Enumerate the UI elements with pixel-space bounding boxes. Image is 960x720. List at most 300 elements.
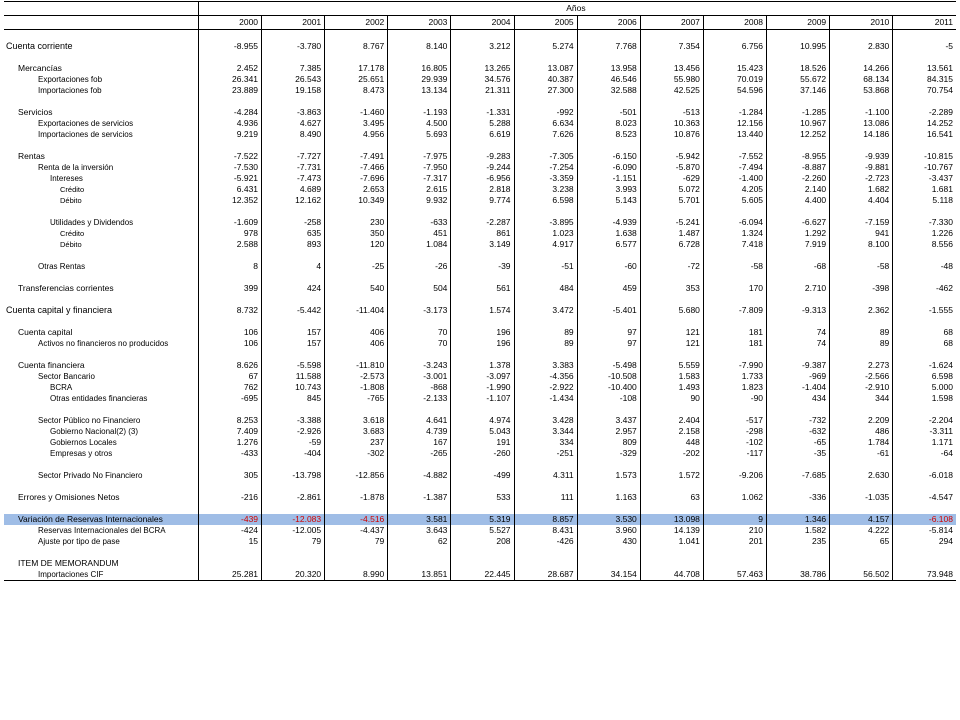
row-value — [262, 316, 325, 327]
row-value — [577, 30, 640, 42]
row-value — [703, 503, 766, 514]
row-value: -2.573 — [325, 371, 388, 382]
row-value — [451, 294, 514, 305]
row-value: 1.573 — [577, 470, 640, 481]
row-value: 2.818 — [451, 184, 514, 195]
row-value: -7.950 — [388, 162, 451, 173]
row-value — [703, 481, 766, 492]
row-value: 3.581 — [388, 514, 451, 525]
row-value: 1.023 — [514, 228, 577, 239]
row-value: -58 — [703, 261, 766, 272]
row-value: -6.150 — [577, 151, 640, 162]
row-value — [703, 272, 766, 283]
row-value: 448 — [640, 437, 703, 448]
row-value: -108 — [577, 393, 640, 404]
row-value — [893, 558, 956, 569]
year-header: 2004 — [451, 16, 514, 30]
table-row — [4, 283, 956, 294]
row-value: -4.882 — [388, 470, 451, 481]
row-value: 5.274 — [514, 41, 577, 52]
row-label: Otras entidades financieras — [50, 394, 148, 403]
row-value: 32.588 — [577, 85, 640, 96]
row-value: -5.442 — [262, 305, 325, 316]
row-label: Empresas y otros — [50, 449, 113, 458]
row-value: 8.490 — [262, 129, 325, 140]
row-value: -11.404 — [325, 305, 388, 316]
row-value — [514, 481, 577, 492]
row-value: 4.739 — [388, 426, 451, 437]
row-value — [388, 459, 451, 470]
row-value: 399 — [198, 283, 261, 294]
row-value — [767, 503, 830, 514]
row-value: -732 — [767, 415, 830, 426]
row-value: 15 — [198, 536, 261, 547]
row-label: Ajuste por tipo de pase — [38, 537, 120, 546]
row-value: 67 — [198, 371, 261, 382]
row-value: 10.995 — [767, 41, 830, 52]
row-value: 5.701 — [640, 195, 703, 206]
table-row — [4, 393, 956, 404]
row-value — [514, 547, 577, 558]
row-value — [640, 547, 703, 558]
row-value — [262, 404, 325, 415]
row-value: 13.087 — [514, 63, 577, 74]
row-value: 13.265 — [451, 63, 514, 74]
row-value: 978 — [198, 228, 261, 239]
row-value: 53.868 — [830, 85, 893, 96]
row-value: 5.693 — [388, 129, 451, 140]
row-value — [893, 294, 956, 305]
row-value: 34.576 — [451, 74, 514, 85]
row-value — [640, 96, 703, 107]
row-value — [577, 272, 640, 283]
row-value: -1.387 — [388, 492, 451, 503]
row-value — [703, 349, 766, 360]
row-value: 7.385 — [262, 63, 325, 74]
row-value: 230 — [325, 217, 388, 228]
row-value: -336 — [767, 492, 830, 503]
row-value: 2.710 — [767, 283, 830, 294]
row-value: -51 — [514, 261, 577, 272]
row-value: 5.319 — [451, 514, 514, 525]
row-value — [198, 481, 261, 492]
row-value: -3.001 — [388, 371, 451, 382]
row-value: -3.173 — [388, 305, 451, 316]
row-label — [4, 547, 198, 558]
row-value: -433 — [198, 448, 261, 459]
row-value: -3.359 — [514, 173, 577, 184]
row-value: 5.527 — [451, 525, 514, 536]
row-value: 1.346 — [767, 514, 830, 525]
row-value — [325, 96, 388, 107]
row-value: 201 — [703, 536, 766, 547]
row-label: Sector Público no Financiero — [38, 416, 141, 425]
row-value: 2.273 — [830, 360, 893, 371]
row-label: Sector Privado No Financiero — [38, 471, 143, 480]
row-value: 4.404 — [830, 195, 893, 206]
row-value: 305 — [198, 470, 261, 481]
row-value: -90 — [703, 393, 766, 404]
row-value — [830, 272, 893, 283]
row-label — [4, 404, 198, 415]
row-value: -9.387 — [767, 360, 830, 371]
row-value: -7.685 — [767, 470, 830, 481]
row-value: -7.727 — [262, 151, 325, 162]
row-value: 1.638 — [577, 228, 640, 239]
row-value: 4.500 — [388, 118, 451, 129]
spacer-row — [4, 96, 956, 107]
header-corner-label — [4, 16, 198, 30]
row-value — [767, 316, 830, 327]
row-value: 861 — [451, 228, 514, 239]
row-value: 1.062 — [703, 492, 766, 503]
row-label: Variación de Reservas Internacionales — [4, 514, 198, 525]
row-value: 13.561 — [893, 63, 956, 74]
row-value: 1.823 — [703, 382, 766, 393]
row-value — [451, 404, 514, 415]
table-row — [4, 118, 956, 129]
row-label: Débito — [60, 196, 82, 205]
table-row — [4, 261, 956, 272]
spacer-row — [4, 250, 956, 261]
row-value: -868 — [388, 382, 451, 393]
row-value: 70 — [388, 327, 451, 338]
row-value — [325, 404, 388, 415]
row-value: 12.156 — [703, 118, 766, 129]
row-value: 196 — [451, 338, 514, 349]
row-value — [830, 96, 893, 107]
row-value: -11.810 — [325, 360, 388, 371]
row-value: 4.689 — [262, 184, 325, 195]
row-label: Cuenta capital y financiera — [6, 305, 113, 315]
row-label — [4, 294, 198, 305]
row-value: -3.097 — [451, 371, 514, 382]
row-value — [451, 250, 514, 261]
table-row — [4, 536, 956, 547]
row-value — [577, 503, 640, 514]
row-value: 56.502 — [830, 569, 893, 581]
row-value: -4.356 — [514, 371, 577, 382]
row-value: -13.798 — [262, 470, 325, 481]
row-value: 181 — [703, 338, 766, 349]
row-label: Servicios — [18, 107, 53, 117]
row-value: -26 — [388, 261, 451, 272]
row-value: 34.154 — [577, 569, 640, 581]
row-value: -3.388 — [262, 415, 325, 426]
row-value: 196 — [451, 327, 514, 338]
row-value: 406 — [325, 327, 388, 338]
row-value — [262, 206, 325, 217]
row-value: -1.107 — [451, 393, 514, 404]
row-value: 3.683 — [325, 426, 388, 437]
row-value: -7.466 — [325, 162, 388, 173]
row-value — [640, 250, 703, 261]
row-value — [640, 140, 703, 151]
row-value — [262, 96, 325, 107]
row-label: Intereses — [50, 174, 83, 183]
spacer-row — [4, 404, 956, 415]
table-row — [4, 360, 956, 371]
row-value: -258 — [262, 217, 325, 228]
row-value: -7.522 — [198, 151, 261, 162]
row-value: 20.320 — [262, 569, 325, 581]
row-value — [577, 250, 640, 261]
row-value: -7.330 — [893, 217, 956, 228]
row-value — [325, 140, 388, 151]
row-label: Reservas Internacionales del BCRA — [38, 526, 166, 535]
row-value — [198, 272, 261, 283]
row-value: 68 — [893, 338, 956, 349]
year-header: 2005 — [514, 16, 577, 30]
row-value: 3.960 — [577, 525, 640, 536]
row-value: 8.556 — [893, 239, 956, 250]
row-value: -39 — [451, 261, 514, 272]
row-value: 893 — [262, 239, 325, 250]
row-value: -216 — [198, 492, 261, 503]
row-value — [325, 459, 388, 470]
row-value — [577, 206, 640, 217]
row-value — [514, 206, 577, 217]
row-value: -1.460 — [325, 107, 388, 118]
row-value — [388, 503, 451, 514]
row-value — [640, 30, 703, 42]
row-value: 1.276 — [198, 437, 261, 448]
row-value: -1.151 — [577, 173, 640, 184]
row-value: 19.158 — [262, 85, 325, 96]
row-value: 6.431 — [198, 184, 261, 195]
row-value: 3.993 — [577, 184, 640, 195]
row-value — [703, 96, 766, 107]
row-value: 79 — [325, 536, 388, 547]
row-value: 97 — [577, 327, 640, 338]
row-value — [893, 272, 956, 283]
row-value — [262, 294, 325, 305]
row-value: -5.598 — [262, 360, 325, 371]
row-value: 3.149 — [451, 239, 514, 250]
row-value: -48 — [893, 261, 956, 272]
row-value: 7.919 — [767, 239, 830, 250]
row-value — [388, 294, 451, 305]
row-value: -513 — [640, 107, 703, 118]
row-value: 6.577 — [577, 239, 640, 250]
row-value: -202 — [640, 448, 703, 459]
row-value: -35 — [767, 448, 830, 459]
row-value — [451, 206, 514, 217]
row-label: Errores y Omisiones Netos — [18, 492, 120, 502]
row-value — [514, 140, 577, 151]
row-value — [262, 547, 325, 558]
row-value: -1.400 — [703, 173, 766, 184]
row-value: 941 — [830, 228, 893, 239]
row-value: -7.317 — [388, 173, 451, 184]
year-header: 2011 — [893, 16, 956, 30]
table-row — [4, 514, 956, 525]
table-row — [4, 184, 956, 195]
row-value: 8.990 — [325, 569, 388, 581]
row-value — [388, 404, 451, 415]
year-header: 2010 — [830, 16, 893, 30]
row-value: -8.955 — [198, 41, 261, 52]
row-value: -4.939 — [577, 217, 640, 228]
row-value — [640, 459, 703, 470]
row-value: 157 — [262, 338, 325, 349]
row-value: -9.283 — [451, 151, 514, 162]
row-value: -7.696 — [325, 173, 388, 184]
row-value: -7.473 — [262, 173, 325, 184]
row-value: 1.493 — [640, 382, 703, 393]
row-value: 84.315 — [893, 74, 956, 85]
row-value: -1.609 — [198, 217, 261, 228]
row-label: Cuenta corriente — [6, 41, 73, 51]
row-value: 8.767 — [325, 41, 388, 52]
row-value: 73.948 — [893, 569, 956, 581]
row-value: 7.354 — [640, 41, 703, 52]
row-value — [703, 558, 766, 569]
row-value: 237 — [325, 437, 388, 448]
row-value: -302 — [325, 448, 388, 459]
row-value: 9.219 — [198, 129, 261, 140]
row-value — [893, 316, 956, 327]
row-label — [4, 459, 198, 470]
row-value: -462 — [893, 283, 956, 294]
row-value — [451, 30, 514, 42]
row-value: 89 — [514, 327, 577, 338]
row-value: -7.254 — [514, 162, 577, 173]
row-label: Crédito — [60, 185, 85, 194]
table-row — [4, 305, 956, 316]
row-value — [388, 481, 451, 492]
row-label: Débito — [60, 240, 82, 249]
row-label — [4, 206, 198, 217]
row-value — [830, 140, 893, 151]
row-value: 2.362 — [830, 305, 893, 316]
row-value: -10.815 — [893, 151, 956, 162]
row-value: 3.437 — [577, 415, 640, 426]
row-value: 353 — [640, 283, 703, 294]
table-row — [4, 415, 956, 426]
row-value: 2.140 — [767, 184, 830, 195]
row-value — [830, 316, 893, 327]
row-value: 4.956 — [325, 129, 388, 140]
row-label: Exportaciones de servicios — [38, 119, 134, 128]
row-value: 27.300 — [514, 85, 577, 96]
row-value — [640, 404, 703, 415]
row-value: -7.552 — [703, 151, 766, 162]
spacer-row — [4, 272, 956, 283]
row-value: 23.889 — [198, 85, 261, 96]
table-row — [4, 426, 956, 437]
row-value: 1.583 — [640, 371, 703, 382]
row-value — [767, 250, 830, 261]
row-value: 5.043 — [451, 426, 514, 437]
row-value: 2.209 — [830, 415, 893, 426]
row-value: 3.428 — [514, 415, 577, 426]
row-value: 504 — [388, 283, 451, 294]
row-label: Exportaciones fob — [38, 75, 103, 84]
row-value: 1.041 — [640, 536, 703, 547]
row-value: 6.598 — [514, 195, 577, 206]
row-value: -1.434 — [514, 393, 577, 404]
row-value — [451, 316, 514, 327]
row-value: 4.157 — [830, 514, 893, 525]
row-value: 4.311 — [514, 470, 577, 481]
row-value: 10.967 — [767, 118, 830, 129]
row-value: -5.401 — [577, 305, 640, 316]
row-value — [577, 459, 640, 470]
spacer-row — [4, 459, 956, 470]
row-label: Crédito — [60, 229, 85, 238]
spacer-row — [4, 294, 956, 305]
table-row — [4, 173, 956, 184]
row-value — [198, 206, 261, 217]
row-value: 111 — [514, 492, 577, 503]
row-value — [767, 96, 830, 107]
row-value: -2.287 — [451, 217, 514, 228]
row-value: 14.266 — [830, 63, 893, 74]
row-value: 4.917 — [514, 239, 577, 250]
row-value: -1.808 — [325, 382, 388, 393]
row-value: -9.939 — [830, 151, 893, 162]
row-value: -1.404 — [767, 382, 830, 393]
row-value: 106 — [198, 338, 261, 349]
row-value: 1.582 — [767, 525, 830, 536]
row-value — [577, 349, 640, 360]
row-value: -765 — [325, 393, 388, 404]
row-value: 5.118 — [893, 195, 956, 206]
row-value: 13.958 — [577, 63, 640, 74]
row-value: -1.990 — [451, 382, 514, 393]
spacer-row — [4, 503, 956, 514]
row-value: -9.206 — [703, 470, 766, 481]
row-value — [830, 558, 893, 569]
row-value: 4.400 — [767, 195, 830, 206]
row-value — [640, 52, 703, 63]
row-value: 7.768 — [577, 41, 640, 52]
row-value: 1.163 — [577, 492, 640, 503]
row-value — [514, 52, 577, 63]
row-value: 54.596 — [703, 85, 766, 96]
table-row — [4, 492, 956, 503]
row-value — [703, 547, 766, 558]
row-value: -2.922 — [514, 382, 577, 393]
row-value — [830, 206, 893, 217]
row-value: 3.530 — [577, 514, 640, 525]
row-value: -2.566 — [830, 371, 893, 382]
row-value — [198, 558, 261, 569]
row-value: 14.139 — [640, 525, 703, 536]
row-label — [4, 481, 198, 492]
row-value: -5.870 — [640, 162, 703, 173]
row-value: 7.418 — [703, 239, 766, 250]
row-value: -3.437 — [893, 173, 956, 184]
row-value: 21.311 — [451, 85, 514, 96]
row-value: 121 — [640, 327, 703, 338]
row-value — [388, 140, 451, 151]
row-label: Gobiernos Locales — [50, 438, 117, 447]
row-value: 13.086 — [830, 118, 893, 129]
spacer-row — [4, 140, 956, 151]
row-value: 13.098 — [640, 514, 703, 525]
row-value: -6.018 — [893, 470, 956, 481]
row-value — [451, 96, 514, 107]
row-value: 4.936 — [198, 118, 261, 129]
row-value: -7.305 — [514, 151, 577, 162]
row-value: -1.100 — [830, 107, 893, 118]
row-value — [198, 30, 261, 42]
row-value: -8.887 — [767, 162, 830, 173]
row-value — [893, 96, 956, 107]
row-value: -1.878 — [325, 492, 388, 503]
